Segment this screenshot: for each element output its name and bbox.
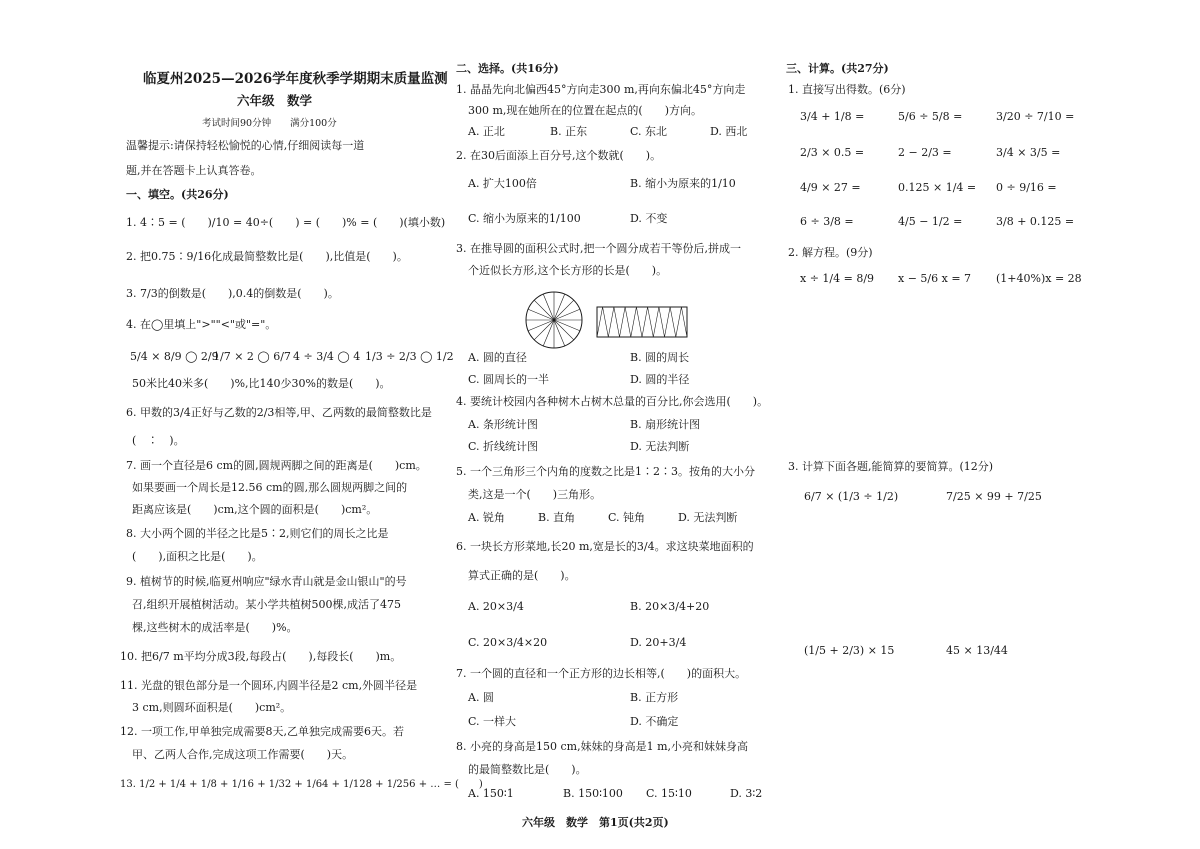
q2-2-opt-a: A. 扩大100倍 [468, 177, 537, 190]
divided-circle-figure [524, 290, 584, 350]
simplify-item: (1/5 + 2/3) × 15 [804, 644, 895, 657]
calc-1-item: 6 ÷ 3/8 = [800, 215, 854, 228]
q2-3-opt-d: D. 圆的半径 [630, 373, 690, 386]
calc-1-item: 0.125 × 1/4 = [898, 181, 977, 194]
q1-6-line-2: ( ∶ )。 [132, 434, 185, 447]
simplify-item: 45 × 13/44 [946, 644, 1008, 657]
calc-1-item: 3/4 × 3/5 = [996, 146, 1061, 159]
q2-5-opt-c: C. 钝角 [608, 511, 646, 524]
q1-6-line-1: 6. 甲数的3/4正好与乙数的2/3相等,甲、乙两数的最简整数比是 [126, 406, 432, 419]
q1-10: 10. 把6/7 m平均分成3段,每段占( ),每段长( )m。 [120, 650, 402, 663]
q1-11-line-2: 3 cm,则圆环面积是( )cm²。 [132, 701, 292, 714]
q2-1-line-2: 300 m,现在她所在的位置在起点的( )方向。 [468, 104, 703, 117]
q1-9-line-3: 棵,这些树木的成活率是( )%。 [132, 621, 298, 634]
q2-3-line-2: 个近似长方形,这个长方形的长是( )。 [468, 264, 668, 277]
calc-part-3-heading: 3. 计算下面各题,能简算的要简算。(12分) [788, 460, 994, 473]
calc-1-item: 4/5 − 1/2 = [898, 215, 963, 228]
q1-12-line-1: 12. 一项工作,甲单独完成需要8天,乙单独完成需要6天。若 [120, 725, 404, 738]
q2-1-opt-c: C. 东北 [630, 125, 668, 138]
page-footer: 六年级 数学 第1页(共2页) [522, 816, 669, 829]
calc-1-item: 2/3 × 0.5 = [800, 146, 865, 159]
q1-4: 4. 在◯里填上">""<"或"="。 [126, 318, 277, 331]
tip-line-2: 题,并在答题卡上认真答卷。 [126, 164, 262, 177]
q2-8-line-2: 的最简整数比是( )。 [468, 763, 587, 776]
q1-8-line-1: 8. 大小两个圆的半径之比是5∶2,则它们的周长之比是 [126, 527, 389, 540]
calc-1-item: 4/9 × 27 = [800, 181, 861, 194]
q1-4-item-2: 1/7 × 2 ◯ 6/7 [213, 350, 291, 363]
q1-3: 3. 7/3的倒数是( ),0.4的倒数是( )。 [126, 287, 339, 300]
q2-2-opt-b: B. 缩小为原来的1/10 [630, 177, 736, 190]
exam-title: 临夏州2025—2026学年度秋季学期期末质量监测 [143, 71, 448, 87]
calc-part-2-heading: 2. 解方程。(9分) [788, 246, 873, 259]
rearranged-rectangle-figure [596, 306, 688, 338]
q2-2: 2. 在30后面添上百分号,这个数就( )。 [456, 149, 662, 162]
q1-7-line-2: 如果要画一个周长是12.56 cm的圆,那么圆规两脚之间的 [132, 481, 408, 494]
q2-7-opt-a: A. 圆 [468, 691, 494, 704]
q2-1-opt-a: A. 正北 [468, 125, 505, 138]
calc-1-item: 3/20 ÷ 7/10 = [996, 110, 1075, 123]
q1-4-item-3: 4 ÷ 3/4 ◯ 4 [293, 350, 361, 363]
q2-4-opt-d: D. 无法判断 [630, 440, 690, 453]
q1-4-item-1: 5/4 × 8/9 ◯ 2/9 [130, 350, 219, 363]
q1-8-line-2: ( ),面积之比是( )。 [132, 550, 263, 563]
calc-part-1-heading: 1. 直接写出得数。(6分) [788, 83, 906, 96]
q1-7-line-1: 7. 画一个直径是6 cm的圆,圆规两脚之间的距离是( )cm。 [126, 459, 427, 472]
q2-1-opt-d: D. 西北 [710, 125, 748, 138]
q2-4-opt-b: B. 扇形统计图 [630, 418, 701, 431]
q2-2-opt-d: D. 不变 [630, 212, 668, 225]
q1-13: 13. 1/2 + 1/4 + 1/8 + 1/16 + 1/32 + 1/64 + 1/128 + 1/256 + … = ( ) [120, 779, 483, 790]
q2-5-line-1: 5. 一个三角形三个内角的度数之比是1∶2∶3。按角的大小分 [456, 465, 755, 478]
q2-7: 7. 一个圆的直径和一个正方形的边长相等,( )的面积大。 [456, 667, 747, 680]
q1-11-line-1: 11. 光盘的银色部分是一个圆环,内圆半径是2 cm,外圆半径是 [120, 679, 418, 692]
calc-1-item: 5/6 ÷ 5/8 = [898, 110, 963, 123]
calc-1-item: 0 ÷ 9/16 = [996, 181, 1057, 194]
q2-5-opt-b: B. 直角 [538, 511, 576, 524]
q2-6-opt-d: D. 20+3/4 [630, 636, 687, 649]
section3-heading: 三、计算。(共27分) [786, 62, 889, 75]
q2-8-opt-c: C. 15∶10 [646, 787, 692, 800]
q2-6-opt-a: A. 20×3/4 [468, 600, 524, 613]
q2-5-opt-d: D. 无法判断 [678, 511, 738, 524]
equation-item: x ÷ 1/4 = 8/9 [800, 272, 875, 285]
q2-3-opt-c: C. 圆周长的一半 [468, 373, 550, 386]
q2-4-opt-c: C. 折线统计图 [468, 440, 539, 453]
calc-1-item: 3/4 + 1/8 = [800, 110, 865, 123]
q2-7-opt-c: C. 一样大 [468, 715, 517, 728]
q2-6-line-2: 算式正确的是( )。 [468, 569, 576, 582]
q2-4: 4. 要统计校园内各种树木占树木总量的百分比,你会选用( )。 [456, 395, 769, 408]
q2-8-line-1: 8. 小亮的身高是150 cm,妹妹的身高是1 m,小亮和妹妹身高 [456, 740, 748, 753]
q2-5-line-2: 类,这是一个( )三角形。 [468, 488, 602, 501]
equation-item: (1+40%)x = 28 [996, 272, 1082, 285]
q2-1-line-1: 1. 晶晶先向北偏西45°方向走300 m,再向东偏北45°方向走 [456, 83, 746, 96]
calc-1-item: 2 − 2/3 = [898, 146, 952, 159]
q1-12-line-2: 甲、乙两人合作,完成这项工作需要( )天。 [132, 748, 354, 761]
calc-1-item: 3/8 + 0.125 = [996, 215, 1075, 228]
tip-line-1: 温馨提示:请保持轻松愉悦的心情,仔细阅读每一道 [126, 139, 365, 152]
q2-8-opt-a: A. 150∶1 [468, 787, 514, 800]
equation-item: x − 5/6 x = 7 [898, 272, 972, 285]
q2-7-opt-d: D. 不确定 [630, 715, 679, 728]
simplify-item: 7/25 × 99 + 7/25 [946, 490, 1042, 503]
q2-2-opt-c: C. 缩小为原来的1/100 [468, 212, 581, 225]
q2-7-opt-b: B. 正方形 [630, 691, 679, 704]
simplify-item: 6/7 × (1/3 ÷ 1/2) [804, 490, 899, 503]
section2-heading: 二、选择。(共16分) [456, 62, 559, 75]
q2-5-opt-a: A. 锐角 [468, 511, 505, 524]
q2-6-opt-c: C. 20×3/4×20 [468, 636, 548, 649]
q1-5: 50米比40米多( )%,比140少30%的数是( )。 [132, 377, 391, 390]
q1-7-line-3: 距离应该是( )cm,这个圆的面积是( )cm²。 [132, 503, 378, 516]
q2-3-line-1: 3. 在推导圆的面积公式时,把一个圆分成若干等份后,拼成一 [456, 242, 741, 255]
exam-subtitle: 六年级 数学 [237, 93, 313, 108]
q2-4-opt-a: A. 条形统计图 [468, 418, 538, 431]
exam-info: 考试时间90分钟 满分100分 [202, 118, 337, 129]
q2-8-opt-d: D. 3∶2 [730, 787, 763, 800]
q1-9-line-2: 召,组织开展植树活动。某小学共植树500棵,成活了475 [132, 598, 401, 611]
q2-1-opt-b: B. 正东 [550, 125, 588, 138]
q2-6-opt-b: B. 20×3/4+20 [630, 600, 710, 613]
q2-8-opt-b: B. 150∶100 [563, 787, 623, 800]
q1-2: 2. 把0.75∶9/16化成最简整数比是( ),比值是( )。 [126, 250, 408, 263]
section1-heading: 一、填空。(共26分) [126, 188, 229, 201]
q1-1: 1. 4∶5 = ( )/10 = 40÷( ) = ( )% = ( )(填小数) [126, 216, 446, 229]
q2-3-opt-a: A. 圆的直径 [468, 351, 527, 364]
q1-9-line-1: 9. 植树节的时候,临夏州响应"绿水青山就是金山银山"的号 [126, 575, 407, 588]
q1-4-item-4: 1/3 ÷ 2/3 ◯ 1/2 [365, 350, 454, 363]
q2-6-line-1: 6. 一块长方形菜地,长20 m,宽是长的3/4。求这块菜地面积的 [456, 540, 754, 553]
q2-3-opt-b: B. 圆的周长 [630, 351, 690, 364]
